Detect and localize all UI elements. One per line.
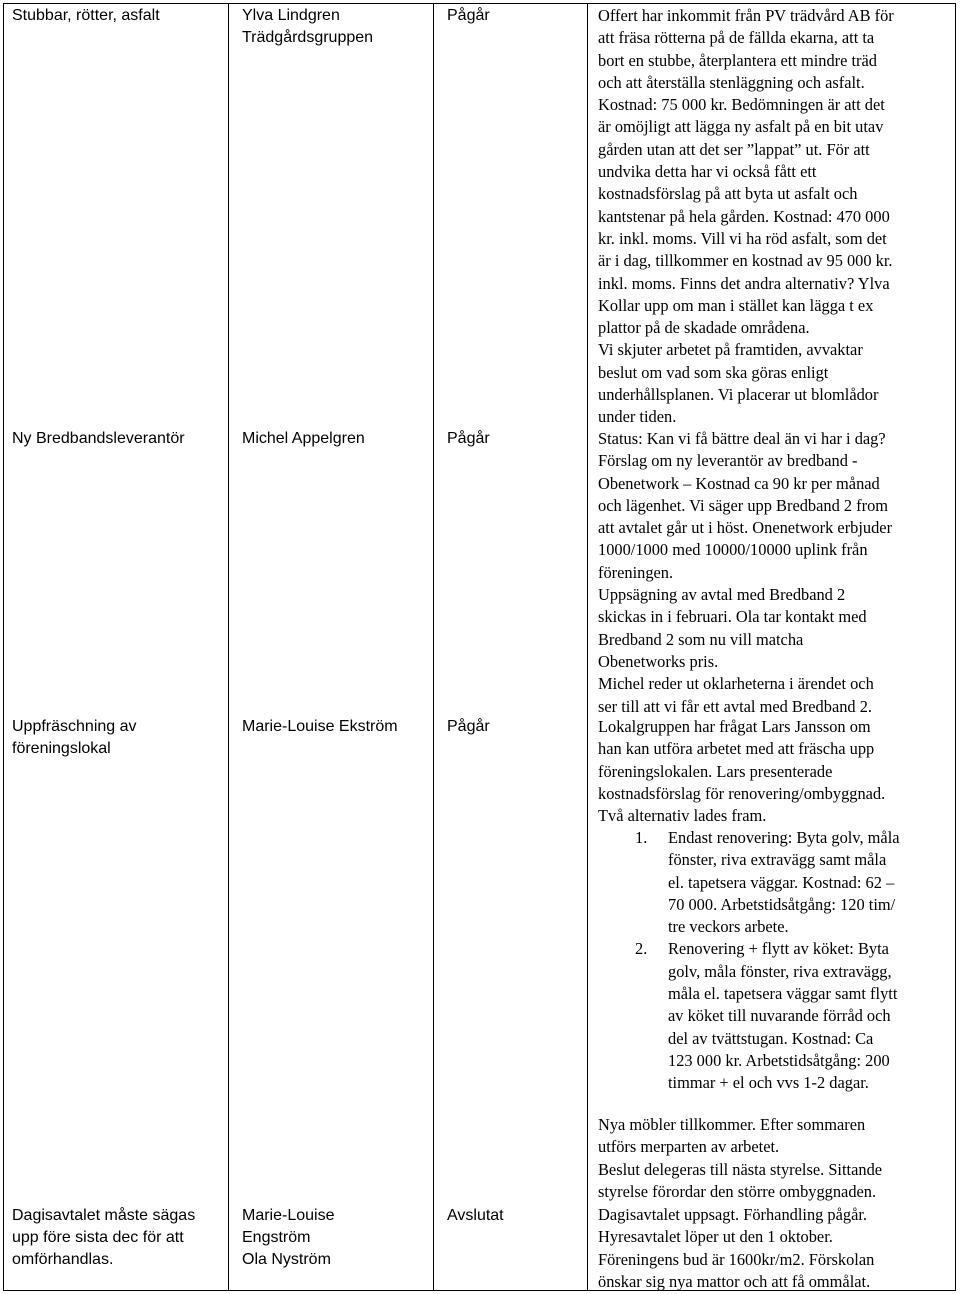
row-4-responsible: Marie-Louise Engström Ola Nyström	[242, 1207, 335, 1268]
minutes-table	[3, 3, 956, 1291]
row-1-status: Pågår	[447, 7, 490, 24]
row-4-notes: Dagisavtalet uppsagt. Förhandling pågår. Hyresavtalet löper ut den 1 oktober. Föreningens bud är 1600kr/m2. Förskolan önskar sig nya mattor och att få ommålat.	[598, 1205, 875, 1291]
row-3-notes: Lokalgruppen har frågat Lars Jansson om han kan utföra arbetet med att fräscha upp föreningslokalen. Lars presenterade kostnadsförslag för renovering/ombyggnad. Två alternativ lades fram.	[598, 717, 886, 826]
row-4-subject: Dagisavtalet måste sägas upp före sista dec för att omförhandlas.	[12, 1207, 196, 1268]
table-border-right	[955, 3, 956, 1291]
list-item-number: 2.	[635, 939, 648, 959]
row-4-status: Avslutat	[447, 1207, 504, 1224]
column-divider-1	[228, 3, 229, 1291]
row-3-status: Pågår	[447, 718, 490, 735]
row-3-notes-outro: Nya möbler tillkommer. Efter sommaren utförs merparten av arbetet. Beslut delegeras till nästa styrelse. Sittande styrelse förordar den större ombyggnaden.	[598, 1115, 883, 1201]
list-item: 1. Endast renovering: Byta golv, måla fönster, riva extravägg samt måla el. tapetsera väggar. Kostnad: 62 – 70 000. Arbetstidsåtgång: 120 tim/ tre veckors arbete.	[635, 828, 900, 937]
row-3-subject: Uppfräschning av föreningslokal	[12, 718, 137, 757]
row-1-subject: Stubbar, rötter, asfalt	[12, 7, 160, 24]
row-1-notes: Offert har inkommit från PV trädvård AB för att fräsa rötterna på de fällda ekarna, att ta bort en stubbe, återplantera ett mindre träd och att återställa stenläggning och asfalt. Kostnad: 75 000 kr. Bedömningen är att det är omöjligt att lägga ny asfalt på en bit utav gården utan att det ser ”lappat” ut. För att undvika detta har vi också fått ett kostnadsförslag på att byta ut asfalt och kantstenar på hela gården. Kostnad: 470 000 kr. inkl. moms. Vill vi ha röd asfalt, som det är i dag, tillkommer en kostnad av 95 000 kr. inkl. moms. Finns det andra alternativ? Ylva Kollar upp om man i stället kan lägga t ex plattor på de skadade områdena. Vi skjuter arbetet på framtiden, avvaktar beslut om vad som ska göras enligt underhållsplanen. Vi placerar ut blomlådor under tiden.	[598, 6, 894, 427]
row-3-list	[635, 827, 900, 1095]
list-item: 2. Renovering + flytt av köket: Byta golv, måla fönster, riva extravägg, måla el. tapetsera väggar samt flytt av köket till nuvarande förråd och del av tvättstugan. Kostnad: Ca 123 000 kr. Arbetstidsåtgång: 200 timmar + el och vvs 1-2 dagar.	[635, 939, 898, 1093]
table-border-left	[3, 3, 4, 1291]
row-2-notes: Status: Kan vi få bättre deal än vi har i dag? Förslag om ny leverantör av bredband - Obenetwork – Kostnad ca 90 kr per månad och lägenhet. Vi säger upp Bredband 2 from att avtalet går ut i höst. Onenetwork erbjuder 1000/1000 med 10000/10000 uplink från föreningen. Uppsägning av avtal med Bredband 2 skickas in i februari. Ola tar kontakt med Bredband 2 som nu vill matcha Obenetworks pris. Michel reder ut oklarheterna i ärendet och ser till att vi får ett avtal med Bredband 2.	[598, 429, 893, 716]
row-2-responsible: Michel Appelgren	[242, 430, 365, 447]
column-divider-2	[433, 3, 434, 1291]
column-divider-3	[587, 3, 588, 1291]
row-3-responsible: Marie-Louise Ekström	[242, 718, 398, 735]
row-1-responsible: Ylva Lindgren Trädgårdsgruppen	[242, 7, 374, 46]
row-2-subject: Ny Bredbandsleverantör	[12, 430, 185, 447]
row-2-status: Pågår	[447, 430, 490, 447]
table-border-top	[3, 3, 956, 4]
list-item-number: 1.	[635, 828, 648, 847]
